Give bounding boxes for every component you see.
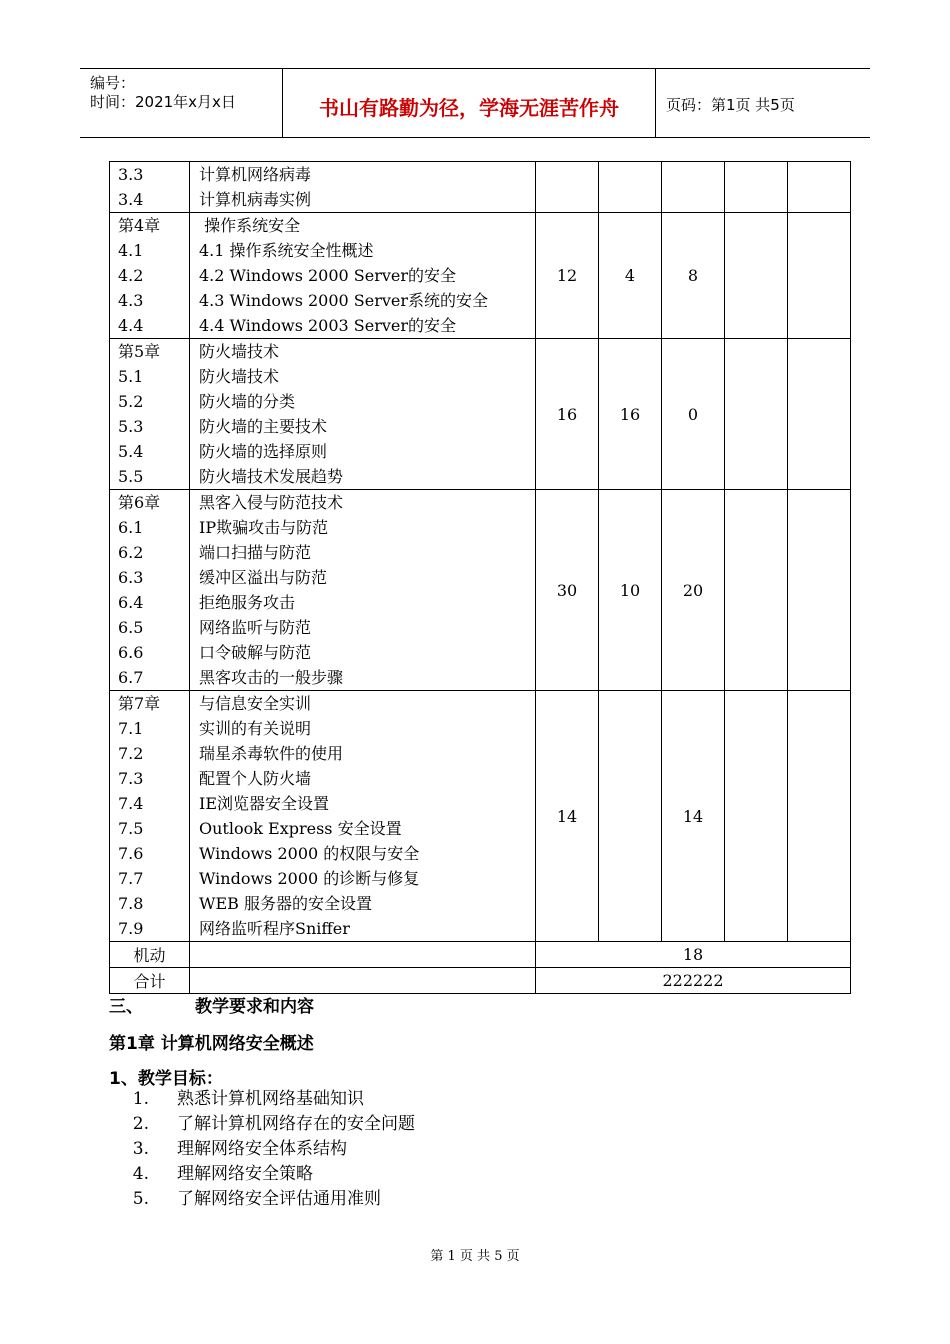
chapter-titles: 黑客入侵与防范技术 IP欺骗攻击与防范 端口扫描与防范 缓冲区溢出与防范 拒绝服务攻击 网络监听与防范 口令破解与防范 黑客攻击的一般步骤 bbox=[190, 490, 536, 691]
section-title: 教学要求和内容 bbox=[195, 997, 314, 1017]
page-footer: 第 1 页 共 5 页 bbox=[430, 1249, 520, 1264]
list-item: 1. 熟悉计算机网络基础知识 bbox=[132, 1089, 364, 1109]
total-hours: 30 bbox=[536, 490, 599, 691]
table-row bbox=[110, 339, 851, 490]
chapter-codes: 第5章 5.1 5.2 5.3 5.4 5.5 bbox=[110, 339, 190, 490]
lab-hours: 14 bbox=[662, 691, 725, 942]
table-row bbox=[110, 490, 851, 691]
chapter-titles: 防火墙技术 防火墙技术 防火墙的分类 防火墙的主要技术 防火墙的选择原则 防火墙技术发展趋势 bbox=[190, 339, 536, 490]
list-item: 2. 了解计算机网络存在的安全问题 bbox=[132, 1114, 415, 1134]
empty-cell bbox=[190, 968, 536, 994]
lecture-hours: 10 bbox=[599, 490, 662, 691]
table-body bbox=[110, 162, 851, 994]
course-schedule-table bbox=[109, 161, 851, 994]
empty-cell bbox=[725, 162, 788, 213]
empty-cell bbox=[788, 490, 851, 691]
empty-cell bbox=[788, 213, 851, 339]
lab-hours bbox=[662, 162, 725, 213]
lecture-hours bbox=[599, 162, 662, 213]
list-item: 3. 理解网络安全体系结构 bbox=[132, 1139, 347, 1159]
table-row-sum bbox=[110, 968, 851, 994]
section-heading bbox=[109, 992, 314, 1017]
list-item: 4. 理解网络安全策略 bbox=[132, 1164, 313, 1184]
empty-cell bbox=[190, 942, 536, 968]
table-row bbox=[110, 213, 851, 339]
header-meta bbox=[80, 69, 282, 137]
page-info: 页码：第1页 共5页 bbox=[666, 96, 795, 114]
number-label: 编号： bbox=[90, 74, 136, 92]
table-row bbox=[110, 162, 851, 213]
lecture-hours: 16 bbox=[599, 339, 662, 490]
lecture-hours: 4 bbox=[599, 213, 662, 339]
empty-cell bbox=[788, 339, 851, 490]
lab-hours: 8 bbox=[662, 213, 725, 339]
header-motto-cell bbox=[282, 69, 656, 137]
lab-hours: 0 bbox=[662, 339, 725, 490]
goal-heading: 1、教学目标： bbox=[109, 1069, 223, 1089]
empty-cell bbox=[725, 339, 788, 490]
total-hours: 12 bbox=[536, 213, 599, 339]
total-hours: 14 bbox=[536, 691, 599, 942]
chapter-codes: 第4章 4.1 4.2 4.3 4.4 bbox=[110, 213, 190, 339]
date-label: 时间：2021年x月x日 bbox=[90, 93, 236, 111]
empty-cell bbox=[725, 691, 788, 942]
chapter-codes: 第7章 7.1 7.2 7.3 7.4 7.5 7.6 7.7 7.8 7.9 bbox=[110, 691, 190, 942]
sum-value: 222222 bbox=[536, 968, 851, 994]
flex-value: 18 bbox=[536, 942, 851, 968]
chapter-codes: 第6章 6.1 6.2 6.3 6.4 6.5 6.6 6.7 bbox=[110, 490, 190, 691]
goal-list bbox=[109, 1087, 415, 1212]
page-header bbox=[80, 68, 870, 138]
empty-cell bbox=[725, 213, 788, 339]
empty-cell bbox=[788, 691, 851, 942]
chapter-heading: 第1章 计算机网络安全概述 bbox=[109, 1034, 314, 1054]
chapter-titles: 与信息安全实训 实训的有关说明 瑞星杀毒软件的使用 配置个人防火墙 IE浏览器安全设置 Outlook Express 安全设置 Windows 2000 的权限与安全 Windows 2000 的诊断与修复 WEB 服务器的安全设置 网络监听程序Sniffer bbox=[190, 691, 536, 942]
table-row-flex bbox=[110, 942, 851, 968]
chapter-titles: 操作系统安全 4.1 操作系统安全性概述 4.2 Windows 2000 Server的安全 4.3 Windows 2000 Server系统的安全 4.4 Windows 2003 Server的安全 bbox=[190, 213, 536, 339]
total-hours: 16 bbox=[536, 339, 599, 490]
chapter-codes: 3.3 3.4 bbox=[110, 162, 190, 213]
flex-label: 机动 bbox=[110, 942, 190, 968]
empty-cell bbox=[725, 490, 788, 691]
list-item: 5. 了解网络安全评估通用准则 bbox=[132, 1189, 381, 1209]
empty-cell bbox=[788, 162, 851, 213]
motto: 书山有路勤为径，学海无涯苦作舟 bbox=[319, 96, 619, 120]
header-page-cell bbox=[656, 69, 870, 137]
lecture-hours bbox=[599, 691, 662, 942]
table-row bbox=[110, 691, 851, 942]
chapter-titles: 计算机网络病毒 计算机病毒实例 bbox=[190, 162, 536, 213]
sum-label: 合计 bbox=[110, 968, 190, 994]
lab-hours: 20 bbox=[662, 490, 725, 691]
section-number: 三、 bbox=[109, 997, 143, 1017]
total-hours bbox=[536, 162, 599, 213]
